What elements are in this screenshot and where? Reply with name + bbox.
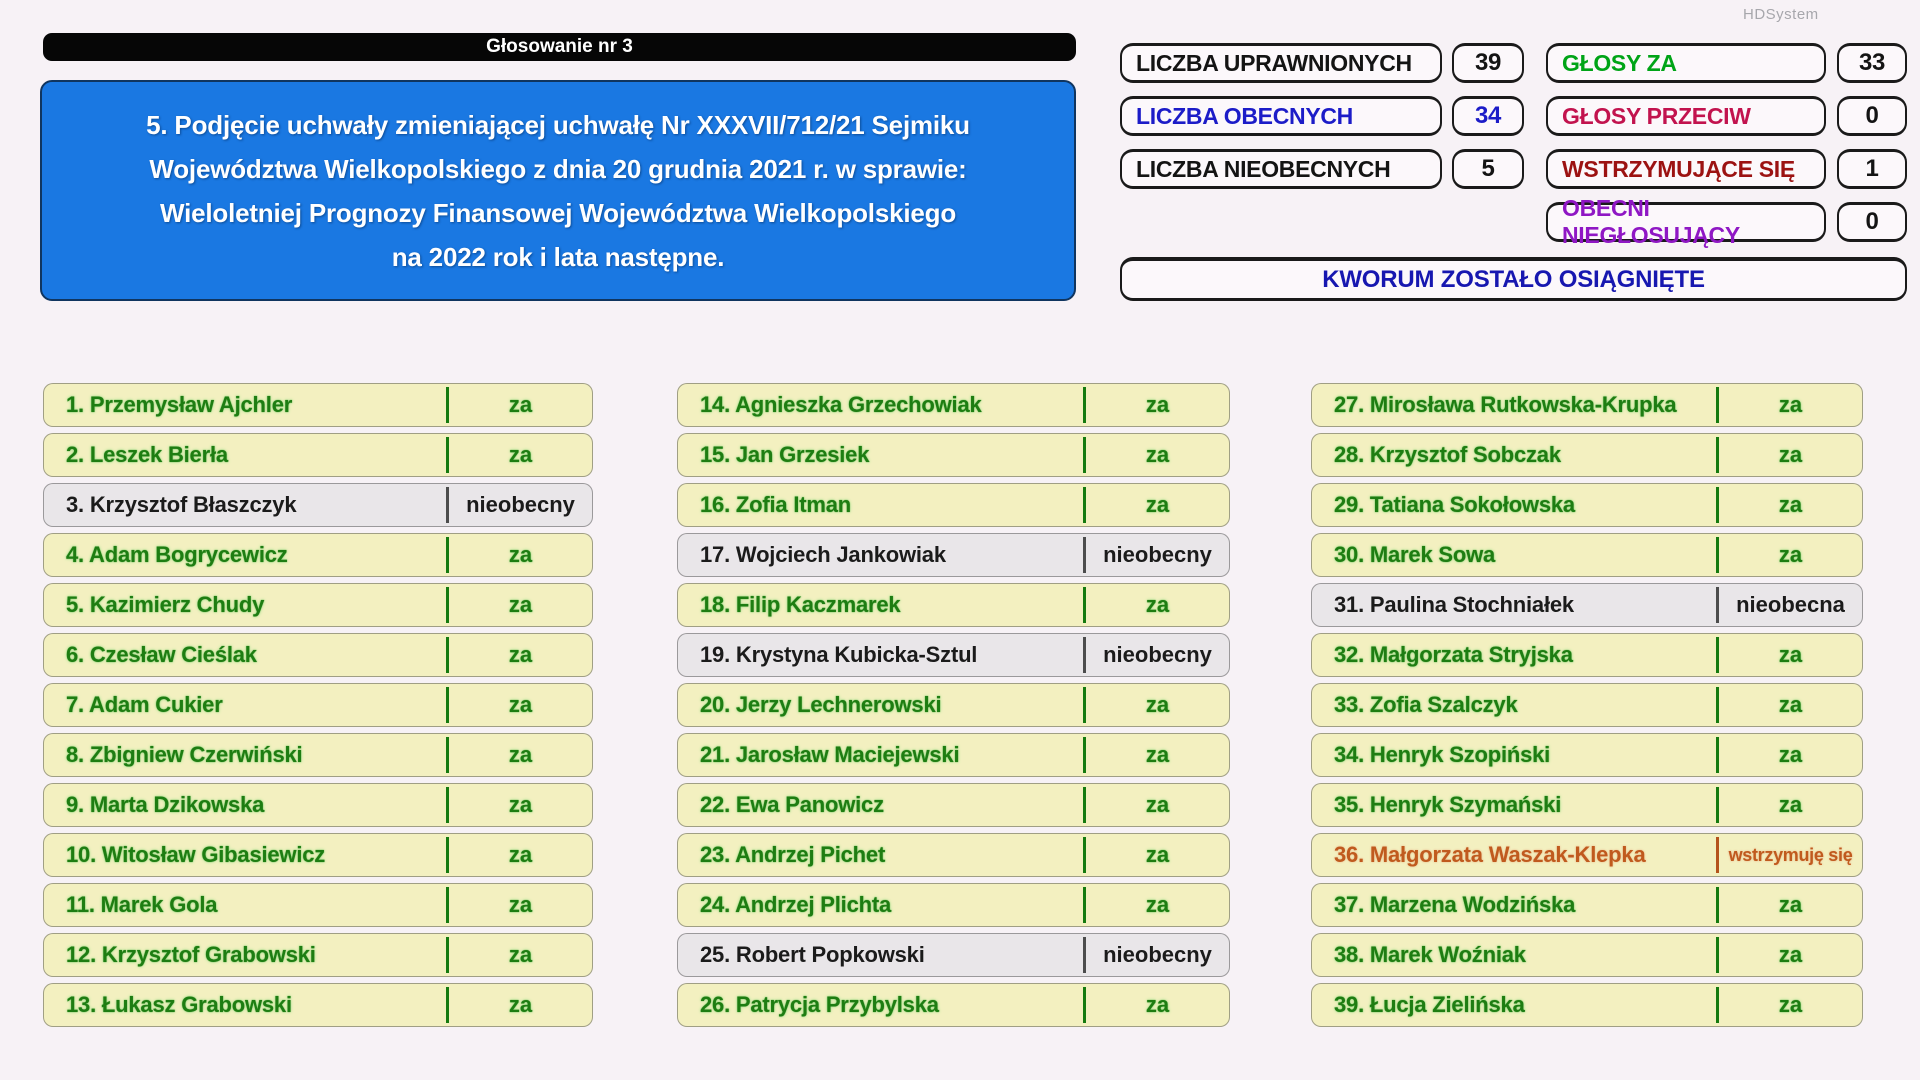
voter-name: 30. Marek Sowa xyxy=(1334,542,1496,567)
voter-row xyxy=(1311,433,1863,477)
stat-label-absent: LICZBA NIEOBECNYCH xyxy=(1120,149,1442,189)
voter-name: 39. Łucja Zielińska xyxy=(1334,992,1525,1017)
voter-vote-value: za xyxy=(508,892,533,917)
voter-vote-value: za xyxy=(1778,442,1803,467)
voter-name: 1. Przemysław Ajchler xyxy=(66,392,293,417)
voter-row xyxy=(1311,733,1863,777)
voter-row xyxy=(43,833,593,877)
voter-row xyxy=(1311,383,1863,427)
voter-vote-value: za xyxy=(1778,992,1803,1017)
voter-row xyxy=(43,933,593,977)
stat-label-present: LICZBA OBECNYCH xyxy=(1120,96,1442,136)
voter-row xyxy=(677,383,1230,427)
voter-vote-value: nieobecny xyxy=(466,492,575,517)
voter-name: 35. Henryk Szymański xyxy=(1334,792,1562,817)
voter-name: 20. Jerzy Lechnerowski xyxy=(700,692,942,717)
voter-row xyxy=(677,933,1230,977)
voter-row xyxy=(43,383,593,427)
stat-label-votes-against: GŁOSY PRZECIW xyxy=(1546,96,1826,136)
voter-vote-value: za xyxy=(1778,892,1803,917)
voter-row xyxy=(677,533,1230,577)
voter-row xyxy=(1311,633,1863,677)
voter-vote-value: za xyxy=(1145,842,1170,867)
voter-row xyxy=(677,433,1230,477)
voter-name: 21. Jarosław Maciejewski xyxy=(700,742,960,767)
stat-value-eligible: 39 xyxy=(1452,43,1524,83)
voter-row xyxy=(677,483,1230,527)
stat-label-votes-for: GŁOSY ZA xyxy=(1546,43,1826,83)
voter-row xyxy=(1311,983,1863,1027)
voter-vote-value: za xyxy=(508,392,533,417)
voter-row xyxy=(1311,483,1863,527)
voter-vote-value: za xyxy=(1145,892,1170,917)
voter-row xyxy=(43,583,593,627)
voter-row xyxy=(1311,883,1863,927)
voter-vote-value: za xyxy=(1778,942,1803,967)
hdsystem-watermark: HDSystem xyxy=(1743,6,1819,23)
motion-text-box xyxy=(40,80,1076,301)
voter-name: 17. Wojciech Jankowiak xyxy=(700,542,946,567)
motion-line-2: Województwa Wielkopolskiego z dnia 20 grudnia 2021 r. w sprawie: xyxy=(149,153,967,184)
stat-value-abstaining: 1 xyxy=(1837,149,1907,189)
stat-value-absent: 5 xyxy=(1452,149,1524,189)
voter-column-3 xyxy=(1311,383,1863,1027)
voter-name: 2. Leszek Bierła xyxy=(66,442,228,467)
voter-row xyxy=(43,883,593,927)
voter-name: 4. Adam Bogrycewicz xyxy=(66,542,288,567)
voter-name: 7. Adam Cukier xyxy=(66,692,223,717)
voter-name: 13. Łukasz Grabowski xyxy=(66,992,292,1017)
voter-name: 28. Krzysztof Sobczak xyxy=(1334,442,1561,467)
voter-vote-value: za xyxy=(508,442,533,467)
voter-name: 38. Marek Woźniak xyxy=(1334,942,1526,967)
voter-name: 3. Krzysztof Błaszczyk xyxy=(66,492,297,517)
voter-name: 32. Małgorzata Stryjska xyxy=(1334,642,1573,667)
motion-line-1: 5. Podjęcie uchwały zmieniającej uchwałę Nr XXXVII/712/21 Sejmiku xyxy=(146,109,970,140)
voter-row xyxy=(1311,533,1863,577)
voter-vote-value: nieobecny xyxy=(1103,542,1212,567)
voter-name: 26. Patrycja Przybylska xyxy=(700,992,939,1017)
voter-row xyxy=(677,833,1230,877)
voter-name: 12. Krzysztof Grabowski xyxy=(66,942,316,967)
voter-row xyxy=(677,783,1230,827)
voter-name: 19. Krystyna Kubicka-Sztul xyxy=(700,642,978,667)
voter-vote-value: za xyxy=(1145,492,1170,517)
voter-row xyxy=(677,583,1230,627)
voter-name: 37. Marzena Wodzińska xyxy=(1334,892,1576,917)
voter-row xyxy=(43,483,593,527)
voter-vote-value: za xyxy=(508,642,533,667)
voter-vote-value: nieobecny xyxy=(1103,642,1212,667)
voter-row xyxy=(677,633,1230,677)
voter-vote-value: za xyxy=(1778,642,1803,667)
voter-vote-value: za xyxy=(1145,592,1170,617)
voter-vote-value: za xyxy=(508,742,533,767)
voter-name: 23. Andrzej Pichet xyxy=(700,842,886,867)
voter-name: 11. Marek Gola xyxy=(66,892,218,917)
voter-vote-value: za xyxy=(1778,692,1803,717)
voter-row xyxy=(1311,783,1863,827)
stat-value-present-not-voting: 0 xyxy=(1837,202,1907,242)
voter-row xyxy=(677,733,1230,777)
voter-column-1 xyxy=(43,383,593,1027)
voter-row xyxy=(43,633,593,677)
voter-vote-value: za xyxy=(1145,392,1170,417)
voter-name: 15. Jan Grzesiek xyxy=(700,442,870,467)
motion-line-3: Wieloletniej Prognozy Finansowej Województwa Wielkopolskiego xyxy=(159,197,957,228)
voter-vote-value: za xyxy=(1145,792,1170,817)
voter-vote-value: za xyxy=(1778,492,1803,517)
voter-vote-value: wstrzymuję się xyxy=(1728,844,1853,865)
voter-name: 5. Kazimierz Chudy xyxy=(66,592,265,617)
vote-number-bar: Głosowanie nr 3 xyxy=(43,33,1076,61)
voter-column-2 xyxy=(677,383,1230,1027)
voter-vote-value: za xyxy=(508,792,533,817)
voter-row xyxy=(677,883,1230,927)
voter-vote-value: za xyxy=(1145,742,1170,767)
stat-label-present-not-voting: OBECNI NIEGŁOSUJĄCY xyxy=(1546,202,1826,242)
voter-vote-value: za xyxy=(1145,442,1170,467)
voter-name: 34. Henryk Szopiński xyxy=(1334,742,1551,767)
voter-row xyxy=(677,683,1230,727)
voter-row xyxy=(43,783,593,827)
voter-name: 9. Marta Dzikowska xyxy=(66,792,265,817)
voter-name: 25. Robert Popkowski xyxy=(700,942,925,967)
voter-vote-value: za xyxy=(508,542,533,567)
voter-vote-value: za xyxy=(508,992,533,1017)
quorum-status-bar: KWORUM ZOSTAŁO OSIĄGNIĘTE xyxy=(1120,257,1907,301)
voter-name: 27. Mirosława Rutkowska-Krupka xyxy=(1334,392,1677,417)
voter-vote-value: za xyxy=(508,592,533,617)
voter-row xyxy=(1311,933,1863,977)
voter-row xyxy=(1311,833,1863,877)
voter-name: 8. Zbigniew Czerwiński xyxy=(66,742,303,767)
voter-vote-value: za xyxy=(1778,742,1803,767)
voter-vote-value: nieobecny xyxy=(1103,942,1212,967)
voter-row xyxy=(677,983,1230,1027)
voter-vote-value: za xyxy=(1145,692,1170,717)
stat-value-votes-against: 0 xyxy=(1837,96,1907,136)
voter-name: 29. Tatiana Sokołowska xyxy=(1334,492,1575,517)
voter-vote-value: nieobecna xyxy=(1736,592,1845,617)
voter-vote-value: za xyxy=(508,842,533,867)
voter-vote-value: za xyxy=(1145,992,1170,1017)
voter-name: 14. Agnieszka Grzechowiak xyxy=(700,392,982,417)
voter-row xyxy=(43,433,593,477)
voter-name: 36. Małgorzata Waszak-Klepka xyxy=(1334,842,1646,867)
voter-vote-value: za xyxy=(1778,392,1803,417)
voter-row xyxy=(1311,683,1863,727)
voter-name: 24. Andrzej Plichta xyxy=(700,892,891,917)
voter-name: 31. Paulina Stochniałek xyxy=(1334,592,1574,617)
stat-label-abstaining: WSTRZYMUJĄCE SIĘ xyxy=(1546,149,1826,189)
voter-name: 22. Ewa Panowicz xyxy=(700,792,884,817)
voter-name: 10. Witosław Gibasiewicz xyxy=(66,842,326,867)
stat-label-eligible: LICZBA UPRAWNIONYCH xyxy=(1120,43,1442,83)
voter-name: 18. Filip Kaczmarek xyxy=(700,592,901,617)
voter-row xyxy=(43,683,593,727)
voter-name: 16. Zofia Itman xyxy=(700,492,852,517)
voter-row xyxy=(1311,583,1863,627)
stat-value-present: 34 xyxy=(1452,96,1524,136)
voter-row xyxy=(43,733,593,777)
stat-value-votes-for: 33 xyxy=(1837,43,1907,83)
voter-row xyxy=(43,533,593,577)
voter-vote-value: za xyxy=(508,692,533,717)
voter-row xyxy=(43,983,593,1027)
voter-name: 33. Zofia Szalczyk xyxy=(1334,692,1518,717)
voter-vote-value: za xyxy=(1778,542,1803,567)
voter-vote-value: za xyxy=(1778,792,1803,817)
voter-name: 6. Czesław Cieślak xyxy=(66,642,257,667)
motion-line-4: na 2022 rok i lata następne. xyxy=(391,241,725,272)
voter-vote-value: za xyxy=(508,942,533,967)
